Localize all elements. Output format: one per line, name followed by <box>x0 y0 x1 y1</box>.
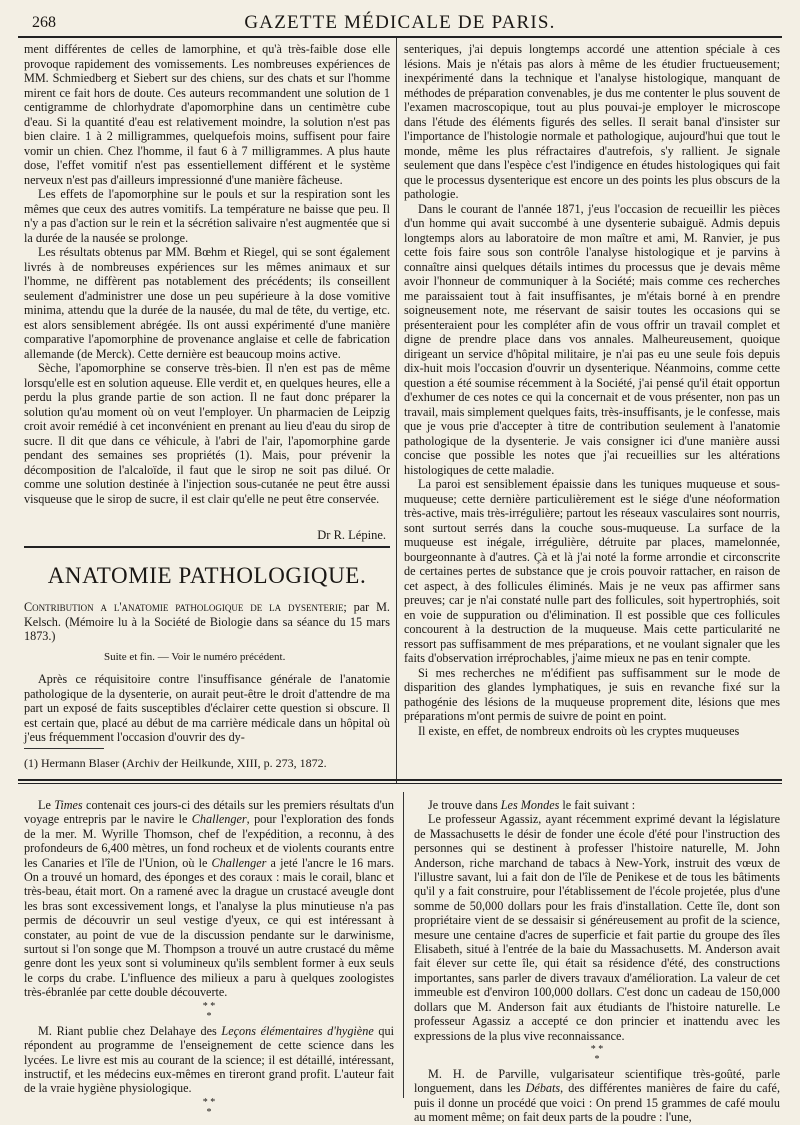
footnote-rule <box>24 748 104 749</box>
feuilleton-rule-thin <box>18 783 782 784</box>
journal-title: GAZETTE MÉDICALE DE PARIS. <box>244 12 556 33</box>
footnote: (1) Hermann Blaser (Archiv der Heilkunde, XIII, p. 273, 1872. <box>24 756 327 770</box>
paragraph: Les effets de l'apomorphine sur le pouls et sur la respiration sont les mêmes que ceux des autres vomitifs. La température ne baisse que peu. Il n'y a pas d'action sur le rein et la sécrétion salivaire n'est augmentée que si la durée de la nausée se prolonge. <box>24 187 390 245</box>
section-heading: ANATOMIE PATHOLOGIQUE. <box>47 563 367 588</box>
subtitle-rest: par M. Kelsch. (Mémoire lu à la Société de Biologie dans sa séance du 15 mars 1873.) <box>24 600 390 643</box>
news-item: Le professeur Agassiz, ayant récemment exprimé devant la législature de Massachusetts le désir de fonder une école d'été pour l'instruction des personnes qui se destinent à professer l'histoire naturelle, M. John Anderson, riche marchand de tabacs à New-York, instruit des vœux de l'illustre savant, lui a fait don de l'île de Penikese et de tous les bâtiments qu'il y a fait construire, pour l'établissement de l'école projetée, plus d'une somme de 50,000 dollars pour les frais d'installation. Cette île, dont son propriétaire vient de se dessaisir si généreusement au profit de la science, mesure une centaine d'acres de superficie et fait partie du groupe des îles Elisabeth, situé à l'entrée de la baie du Massachusetts. M. Anderson avait fait élever sur cette île, qui était sa résidence d'été, des constructions importantes, sans parler de divers travaux d'amélioration. La valeur de cet immeuble est d'environ 100,000 dollars. C'est donc un cadeau de 150,000 dollars que M. Anderson fait aux étudiants de l'histoire naturelle. Le professeur Agassiz a accepté ce don princier et inattendu avec les expressions de la plus vive reconnaissance. <box>414 812 780 1043</box>
subtitle-lead: Contribution a l'anatomie pathologique de la dysenterie; <box>24 600 347 614</box>
news-item: M. H. de Parville, vulgarisateur scientifique très-goûté, parle longuement, dans les Débats, des différentes manières de faire du café, puis il donne un procédé que voici : On prend 15 grammes de café moulu au moment même; on fait deux parts de la poudre : l'une, <box>414 1066 781 1125</box>
page-number: 268 <box>32 14 56 31</box>
paragraph: La paroi est sensiblement épaissie dans les tuniques muqueuse et sous-muqueuse; cette dernière particulièrement est le siége d'une néoformation très-active, mais très-irrégulière; partout les réseaux vasculaires sont nourris, sont surtout serrés dans la couche sous-muqueuse. La surface de la muqueuse est inégale, irrégulière, détruite par places, mamelonnée, bourgeonnante à d'autres. Çà et là j'ai noté la forme arrondie et circonscrite de certaines pertes de substance que je crois pouvoir rattacher, en raison de cet aspect, à des follicules éliminés. Mais je ne veux pas affirmer sans preuves; car je n'ai constaté nulle part des follicules, soit hypertrophiés, soit en voie de suppuration ou d'élimination. Il est possible que ces follicules concourent à la destruction de la muqueuse. Mais cette particularité ne ressort pas suffisamment de mes préparations, et ne voulant signaler que les faits d'observation irréprochables, j'aime mieux ne pas en tenir compte. <box>404 477 780 665</box>
anatomie-section <box>24 600 390 745</box>
paragraph: Il existe, en effet, de nombreux endroits où les cryptes muqueuses <box>418 723 740 738</box>
news-item: Je trouve dans Les Mondes le fait suivant : <box>428 798 636 812</box>
bottom-left-column <box>24 798 394 1118</box>
separator-stars: * * * <box>590 1043 604 1065</box>
paragraph: Sèche, l'apomorphine se conserve très-bien. Il n'en est pas de même lorsqu'elle est en solution aqueuse. Elle verdit et, en quelques heures, elle a perdu la plus grande partie de son action. Il ne faut donc préparer la solution qu'au moment où on veut l'employer. Un pharmacien de Leipzig croit avoir remédié à cet inconvénient en prenant au lieu d'eau du sirop de sucre. Il dit que dans ce véhicule, à l'abri de l'air, l'apomorphine garde pendant des semaines ses propriétés (1). Mais, pour prévenir la décomposition de l'alcaloïde, il faut que le sirop ne soit pas dilué. Or comme une solution destinée à l'injection sous-cutanée ne peut être aussi visqueuse que le sirop de sucre, il est clair qu'elle ne peut être conservée. <box>24 361 391 506</box>
separator-stars: * * * <box>202 1000 216 1022</box>
author-signature: Dr R. Lépine. <box>317 528 386 542</box>
right-column <box>404 42 780 792</box>
column-divider <box>396 38 397 783</box>
continuation-note: Suite et fin. — Voir le numéro précédent. <box>104 650 286 663</box>
paragraph: ment différentes de celles de lamorphine, et qu'à très-faible dose elle provoque rapidement des vomissements. Les nombreuses expériences de MM. Schmiedberg et Siebert sur des chiens, sur des chats et sur l'homme mirent ce fait hors de doute. Ces auteurs recommandent une solution de 1 centigramme de chlorhydrate d'apomorphine dans un centimètre cube d'eau. Si la quantité d'eau est relativement moindre, la solution n'est pas bien claire. 1 à 2 milligrammes, quelquefois moins, suffisent pour faire vomir un chien. Chez l'homme, il faut 6 à 7 milligrammes. A plus haute dose, l'effet vomitif n'est pas essentiellement différent et le système nerveux n'est pas d'ailleurs impressionné d'une manière fâcheuse. <box>24 42 390 187</box>
column-divider <box>403 792 404 1098</box>
paragraph: Si mes recherches ne m'édifient pas suffisamment sur le mode de disparition des glandes lymphatiques, je suis en revanche fixé sur la pathogénie des lésions de la muqueuse proprement dite, lésions que mes préparations m'ont permis de suivre de point en point. <box>404 665 780 723</box>
separator-stars: * * * <box>202 1096 216 1118</box>
feuilleton-rule <box>18 779 782 781</box>
paragraph: senteriques, j'ai depuis longtemps accordé une attention spéciale à ces lésions. Mais je n'étais pas alors à même de les étudier fructueusement; inexpérimenté dans la technique et l'analyse histologique, manquant de méthodes de préparation convenables, je dus me contenter le plus souvent de l'examen macroscopique, tout au plus pouvai-je employer le microscope dans l'étude des éléments figurés des selles. Il serait banal d'insister sur l'importance de l'histologie normale et pathologique, aujourd'hui que tout le monde, même les plus réfractaires d'autrefois, s'y rallient. Je signale seulement que dans l'espèce c'est l'indigence en études histologiques qui fait que le processus dysenterique est encore un des points les plus obscurs de la pathologie. <box>404 42 780 201</box>
header-rule <box>18 36 782 38</box>
left-column <box>24 42 390 542</box>
news-item: M. Riant publie chez Delahaye des Leçons élémentaires d'hygiène qui répondent au programme de l'enseignement de cette science dans les lycées. Le livre est mis au courant de la science; il est détaillé, intéressant, instructif, et les médecins eux-mêmes en tireront grand profit. L'auteur fait de la vraie hygiène physiologique. <box>24 1023 394 1096</box>
paragraph: Dans le courant de l'année 1871, j'eus l'occasion de recueillir les pièces d'un homme qui avait succombé à une dysenterie subaiguë. Admis depuis longtemps alors au laboratoire de mon maître et ami, M. Ranvier, je pus cette fois faire sous son contrôle l'analyse histologique et je parvins à connaître ainsi quelques détails intimes du processus que je devais même avoir l'honneur de communiquer à la Société; mais comme ces recherches me paraissaient tout à fait insuffisantes, je m'étais borné à en prendre soigneusement note, me réservant de saisir toutes les occasions qui se présenteraient pour les compléter afin de vous offrir un travail complet et digne de prendre place dans vos annales. Malheureusement, quoique dirigeant un service d'hôpital militaire, je n'ai pas eu une seule fois depuis dix-huit mois l'occasion d'ouvrir un dysenterique. Néanmoins, comme cette question a été soumise récemment à la Société, j'ai pensé qu'il était opportun d'exhumer de ces notes ce qui la concernait et de vous présenter, non pas un travail, mais simplement quelques faits, très-insuffisants, je le confesse, mais que je vous prie d'accepter à titre de contribution seulement à l'anatomie pathologique de la dysenterie. Je vais consigner ici d'une manière aussi concise que possible les notes que j'ai recueillies sur les altérations histologiques de cette maladie. <box>404 201 780 477</box>
bottom-right-column <box>414 798 781 1125</box>
article-subtitle <box>24 600 390 644</box>
news-item: Le Times contenait ces jours-ci des détails sur les premiers résultats d'un voyage entrepris par le navire le Challenger, pour l'exploration des fonds de la mer. M. Wyrille Thomson, chef de l'expédition, a reconnu, à des profondeurs de 6,400 mètres, un fond rocheux et de violents courants entre les Canaries et l'île de l'Union, où le Challenger a jeté l'ancre le 16 mars. On a trouvé un homard, des éponges et des coraux : mais le corail, blanc et très-beau, était mort. On a ramené avec la drague un crustacé aveugle dont les bras sont excessivement longs, et l'analyse la plus minutieuse n'a pas permis de découvrir un seul vestige d'yeux, ce qui est intéressant à constater, au point de vue de la discussion pendante sur le darwinisme, surtout si l'on songe que M. Thompson a trouvé un autre crustacé du même genre dont les yeux sont si volumineux qu'ils semblent former à eux seuls le corps du crabe. L'influence des milieux a paru à quelques zoologistes très-ébranlée par cette double découverte. <box>24 798 394 1000</box>
section-rule <box>24 546 390 548</box>
paragraph: Après ce réquisitoire contre l'insuffisance générale de l'anatomie pathologique de la dysenterie, on aurait peut-être le droit d'attendre de ma part un exposé de faits susceptibles d'éclairer cette question si obscure. Il est certain que, placé au début de ma carrière médicale dans un hôpital où j'eus fréquemment l'occasion d'ouvrir des dy- <box>24 672 390 744</box>
paragraph: Les résultats obtenus par MM. Bœhm et Riegel, qui se sont également livrés à de nombreuses expériences sur les mêmes animaux et sur l'homme, ne diffèrent pas notablement des précédents; ils conseillent seulement d'administrer une dose un peu supérieure à la dose vomitive minima, attendu que la durée de la nausée, du mal de tête, du vertige, etc. est alors sensiblement abrégée. Ils ont aussi expérimenté d'une manière comparative l'apomorphine de provenance anglaise et celle de fabrication allemande (de Merck). Cette dernière est beaucoup moins active. <box>24 245 390 361</box>
page-header <box>18 10 782 36</box>
